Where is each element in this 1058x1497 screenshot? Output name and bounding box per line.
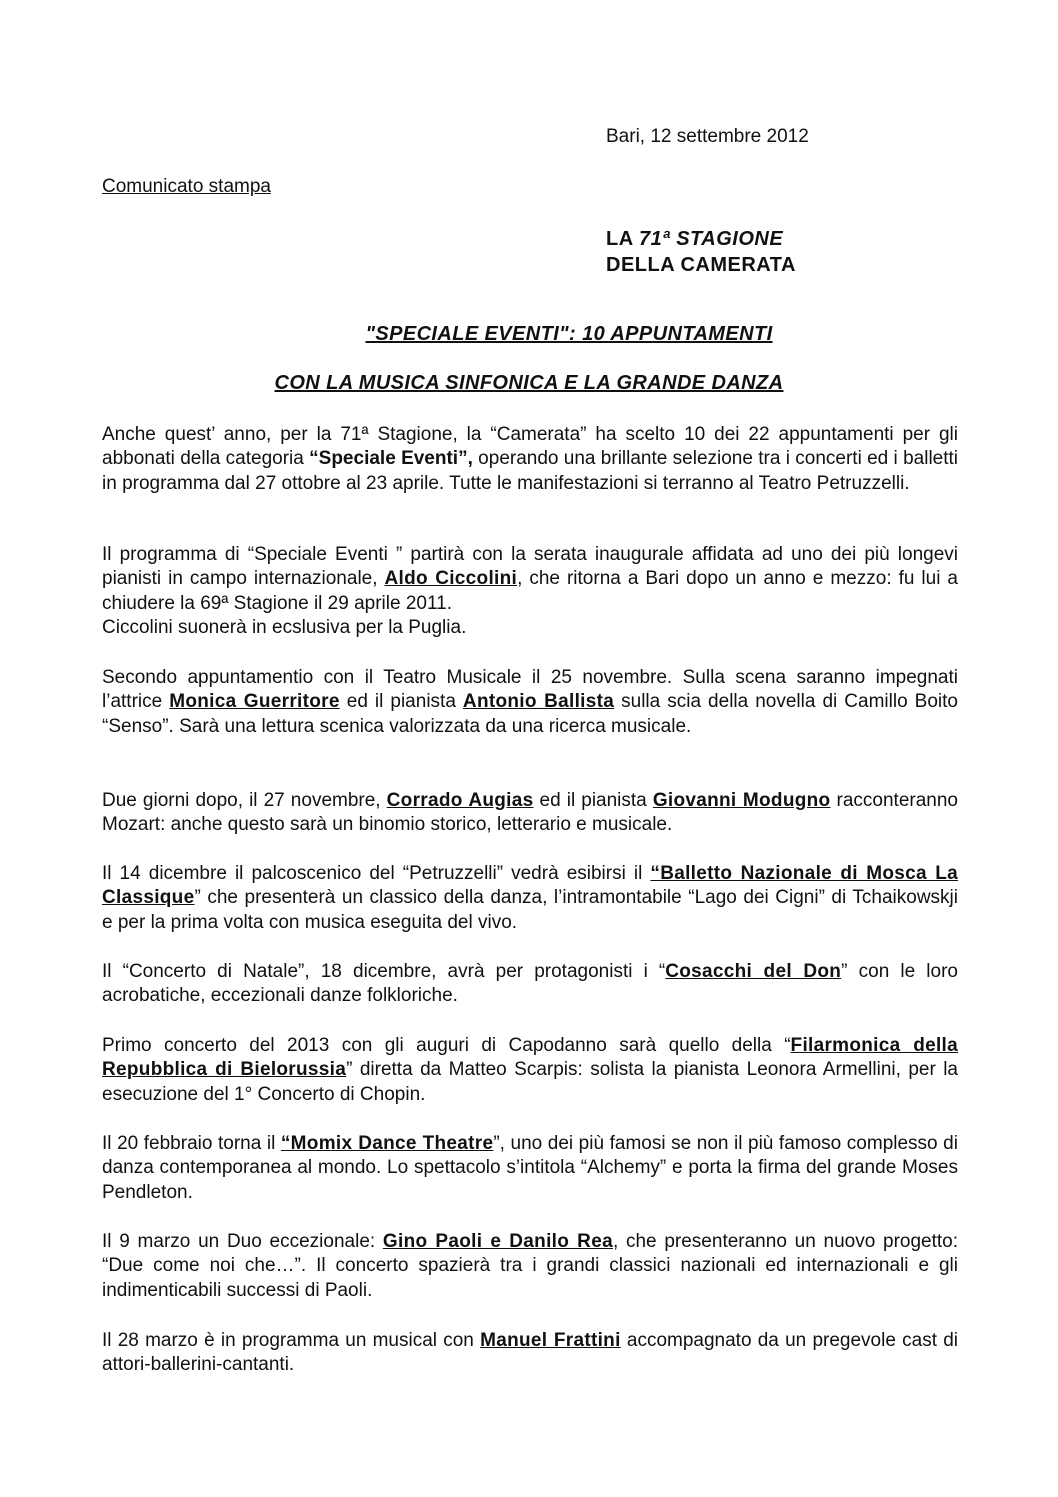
paragraph-balletto	[102, 862, 958, 935]
paragraph-teatro-musicale	[102, 666, 958, 739]
season-heading-line2: DELLA CAMERATA	[606, 254, 796, 276]
title-line1: "SPECIALE EVENTI": 10 APPUNTAMENTI	[365, 323, 773, 345]
artist-name: Cosacchi del Don	[665, 961, 842, 982]
text: Il 14 dicembre il palcoscenico del “Petruzzelli” vedrà esibirsi il	[102, 863, 651, 884]
comunicato-label: Comunicato stampa	[102, 176, 271, 197]
season-heading-number: 71ª STAGIONE	[638, 228, 784, 250]
artist-name: Giovanni Modugno	[652, 790, 831, 811]
paragraph-augias	[102, 789, 958, 838]
artist-name: “Balletto Nazionale di Mosca La Classique	[102, 863, 958, 909]
text: Ciccolini suonerà in ecslusiva per la Puglia.	[102, 617, 467, 639]
text: ” con le loro acrobatiche, eccezionali danze folkloriche.	[102, 961, 958, 1007]
text: ed il pianista	[339, 691, 463, 713]
document-date: Bari, 12 settembre 2012	[606, 126, 809, 147]
text: Anche quest’ anno, per la 71ª Stagione, la “Camerata” ha scelto 10 dei 22 appuntamenti per gli abbonati della categoria	[102, 424, 958, 470]
artist-name: Filarmonica della Repubblica di Bielorussia	[102, 1035, 958, 1081]
category-name: “Speciale Eventi”,	[309, 448, 473, 470]
artist-name: Antonio Ballista	[462, 691, 615, 713]
text: Secondo appuntamentio con il Teatro Musicale il 25 novembre. Sulla scena saranno impegnati l’attrice	[102, 667, 958, 713]
paragraph-frattini	[102, 1329, 958, 1378]
artist-name: Corrado Augias	[386, 790, 534, 811]
season-heading-la: LA	[606, 228, 639, 250]
text: ” diretta da Matteo Scarpis: solista la pianista Leonora Armellini, per la esecuzione del 1° Concerto di Chopin.	[102, 1059, 958, 1105]
text: Il 9 marzo un Duo eccezionale:	[102, 1231, 383, 1252]
paragraph-ciccolini	[102, 543, 958, 641]
artist-name: Gino Paoli e Danilo Rea	[382, 1231, 613, 1252]
text: Il “Concerto di Natale”, 18 dicembre, avrà per protagonisti i “	[102, 961, 666, 982]
text: Il 20 febbraio torna il	[102, 1133, 281, 1154]
artist-name: “Momix Dance Theatre	[280, 1133, 494, 1154]
text: Primo concerto del 2013 con gli auguri di Capodanno sarà quello della “	[102, 1035, 791, 1056]
artist-name: Aldo Ciccolini	[384, 568, 518, 590]
title-line2: CON LA MUSICA SINFONICA E LA GRANDE DANZA	[274, 372, 784, 394]
paragraph-intro	[102, 423, 958, 496]
text: accompagnato da un pregevole cast di attori-ballerini-cantanti.	[102, 1330, 958, 1376]
season-heading	[606, 226, 796, 278]
text: ”, uno dei più famosi se non il più famoso complesso di danza contemporanea al mondo. Lo spettacolo s’intitola “Alchemy” e porta la firma del grande Moses Pendleton.	[102, 1133, 958, 1203]
text: ” che presenterà un classico della danza, l’intramontabile “Lago dei Cigni” di Tchaikowskji e per la prima volta con musica eseguita del vivo.	[102, 887, 958, 933]
artist-name: Manuel Frattini	[480, 1330, 621, 1351]
text: operando una brillante selezione tra i concerti ed i balletti in programma dal 27 ottobre al 23 aprile. Tutte le manifestazioni si terranno al Teatro Petruzzelli.	[102, 448, 959, 494]
paragraph-paoli-rea	[102, 1230, 958, 1303]
season-heading-line1	[606, 226, 796, 252]
text: Il 28 marzo è in programma un musical con	[102, 1330, 481, 1351]
paragraph-natale	[102, 960, 958, 1009]
text: ed il pianista	[533, 790, 653, 811]
text: Due giorni dopo, il 27 novembre,	[102, 790, 387, 811]
text: , che presenteranno un nuovo progetto: “Due come noi che…”. Il concerto spazierà tra i grandi classici nazionali ed internazionali e gli indimenticabili successi di Paoli.	[102, 1231, 959, 1301]
text: Il programma di “Speciale Eventi ” partirà con la serata inaugurale affidata ad uno dei più longevi pianisti in campo internazionale,	[102, 544, 958, 590]
artist-name: Monica Guerritore	[169, 691, 340, 713]
text: , che ritorna a Bari dopo un anno e mezzo: fu lui a chiudere la 69ª Stagione il 29 aprile 2011.	[102, 568, 958, 614]
paragraph-momix	[102, 1132, 958, 1205]
text: sulla scia della novella di Camillo Boito “Senso”. Sarà una lettura scenica valorizzata da una ricerca musicale.	[102, 691, 958, 737]
text: racconteranno Mozart: anche questo sarà un binomio storico, letterario e musicale.	[102, 790, 958, 836]
paragraph-filarmonica	[102, 1034, 958, 1107]
